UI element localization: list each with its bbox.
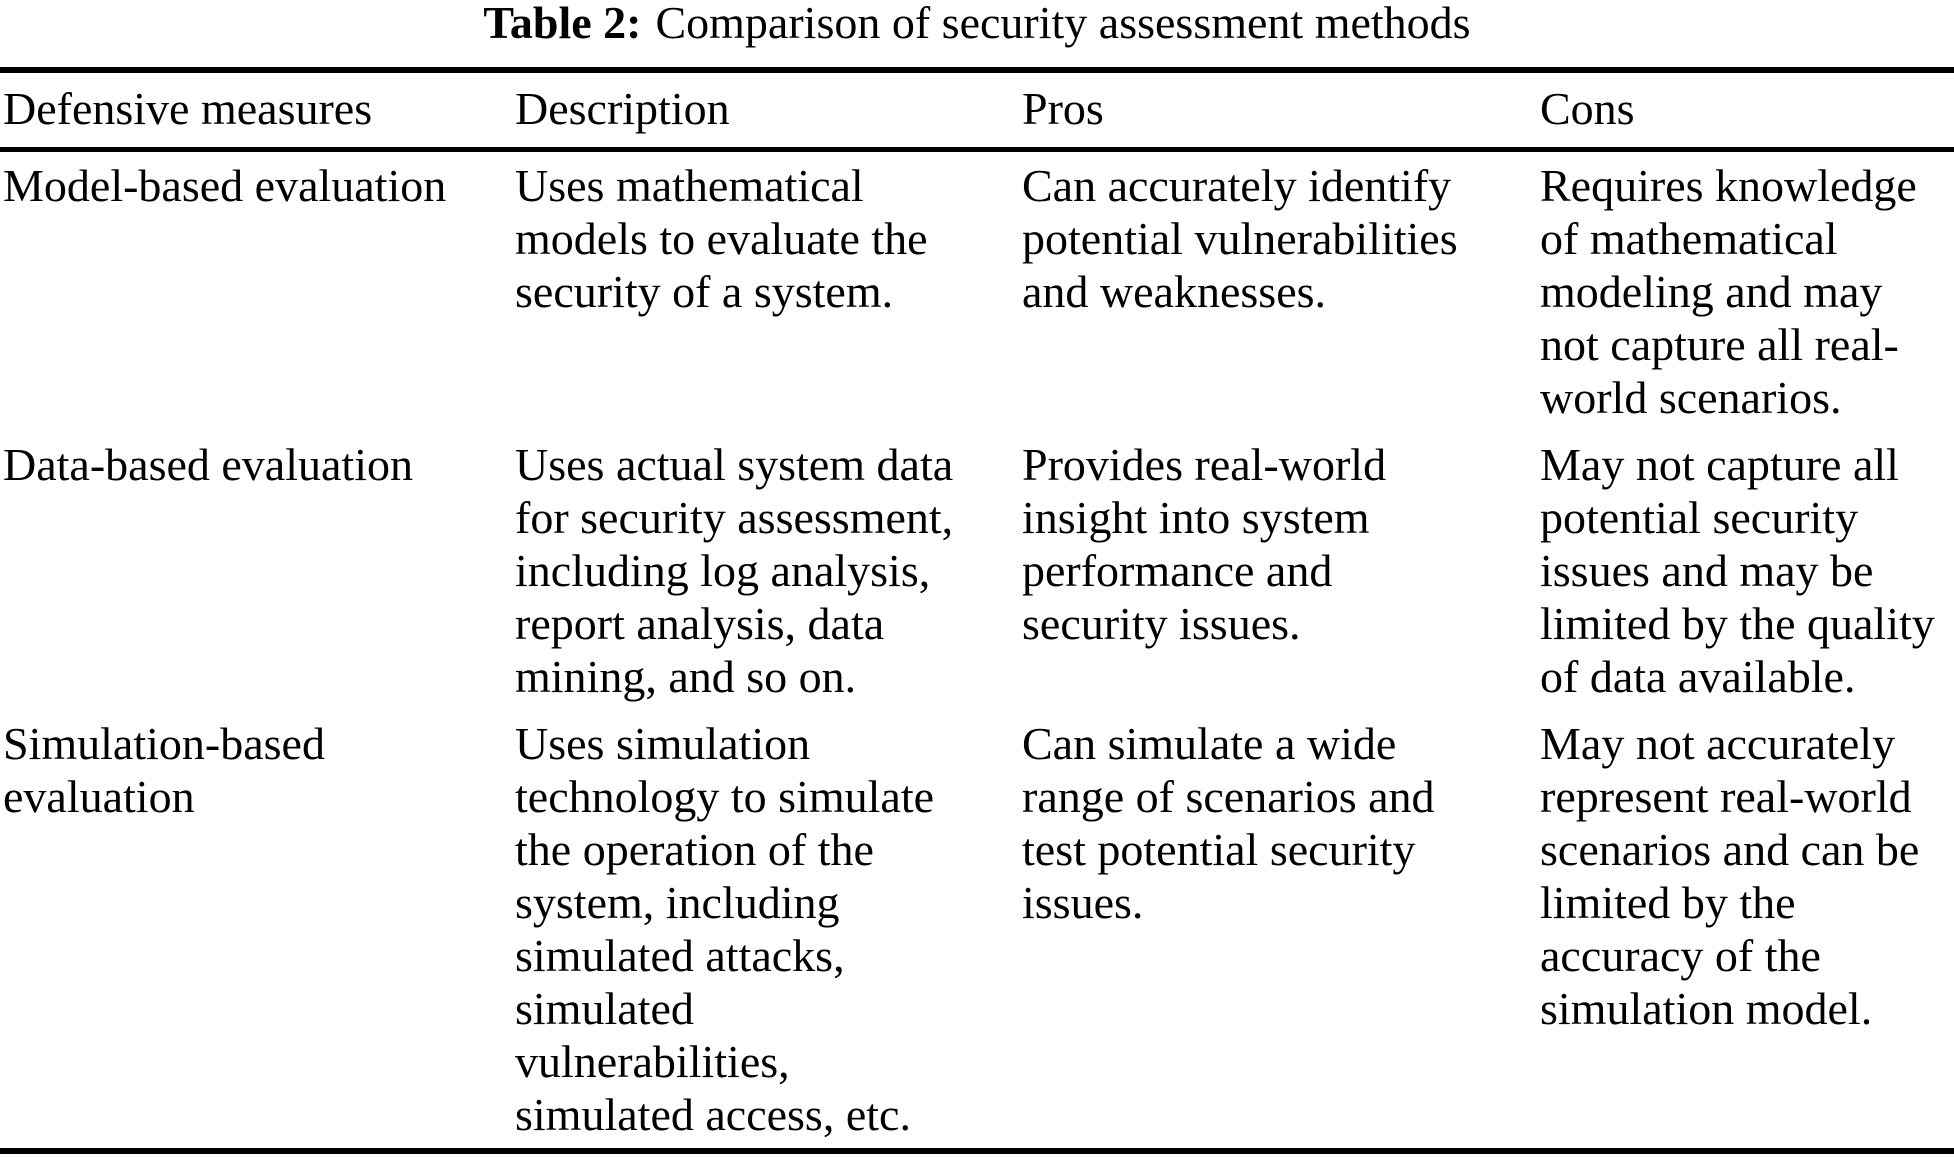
column-header-defensive-measures: Defensive measures (0, 70, 515, 150)
table-caption (0, 0, 1954, 46)
table-body (0, 150, 1954, 1152)
cell-cons: May not accurately represent real-world scenarios and can be limited by the accuracy of the simulation model. (1540, 718, 1920, 1034)
table-row-model-based (0, 150, 1954, 439)
cell-measure: Simulation-based evaluation (3, 718, 325, 822)
column-header-description: Description (515, 70, 1022, 150)
cell-cons: Requires knowledge of mathematical modeling and may not capture all real-world scenarios. (1540, 160, 1917, 423)
cell-description: Uses actual system data for security assessment, including log analysis, report analysis, data mining, and so on. (515, 439, 954, 702)
header-row (0, 70, 1954, 150)
cell-measure: Model-based evaluation (3, 160, 447, 211)
table-row-simulation-based (0, 717, 1954, 1151)
table-caption-text: Comparison of security assessment methods (655, 0, 1471, 48)
cell-pros: Provides real-world insight into system performance and security issues. (1022, 439, 1387, 649)
table-row-data-based (0, 438, 1954, 717)
cell-pros: Can accurately identify potential vulnerabilities and weaknesses. (1022, 160, 1458, 317)
comparison-table (0, 67, 1954, 1154)
cell-description: Uses mathematical models to evaluate the security of a system. (515, 160, 928, 317)
cell-pros: Can simulate a wide range of scenarios and test potential security issues. (1022, 718, 1435, 928)
cell-measure: Data-based evaluation (3, 439, 413, 490)
cell-description: Uses simulation technology to simulate the operation of the system, including simulated attacks, simulated vulnerabilities, simulated access, etc. (515, 718, 935, 1140)
table-caption-label: Table 2: (483, 0, 642, 48)
column-header-pros: Pros (1022, 70, 1540, 150)
cell-cons: May not capture all potential security issues and may be limited by the quality of data available. (1540, 439, 1935, 702)
table-header (0, 70, 1954, 150)
column-header-cons: Cons (1540, 70, 1954, 150)
